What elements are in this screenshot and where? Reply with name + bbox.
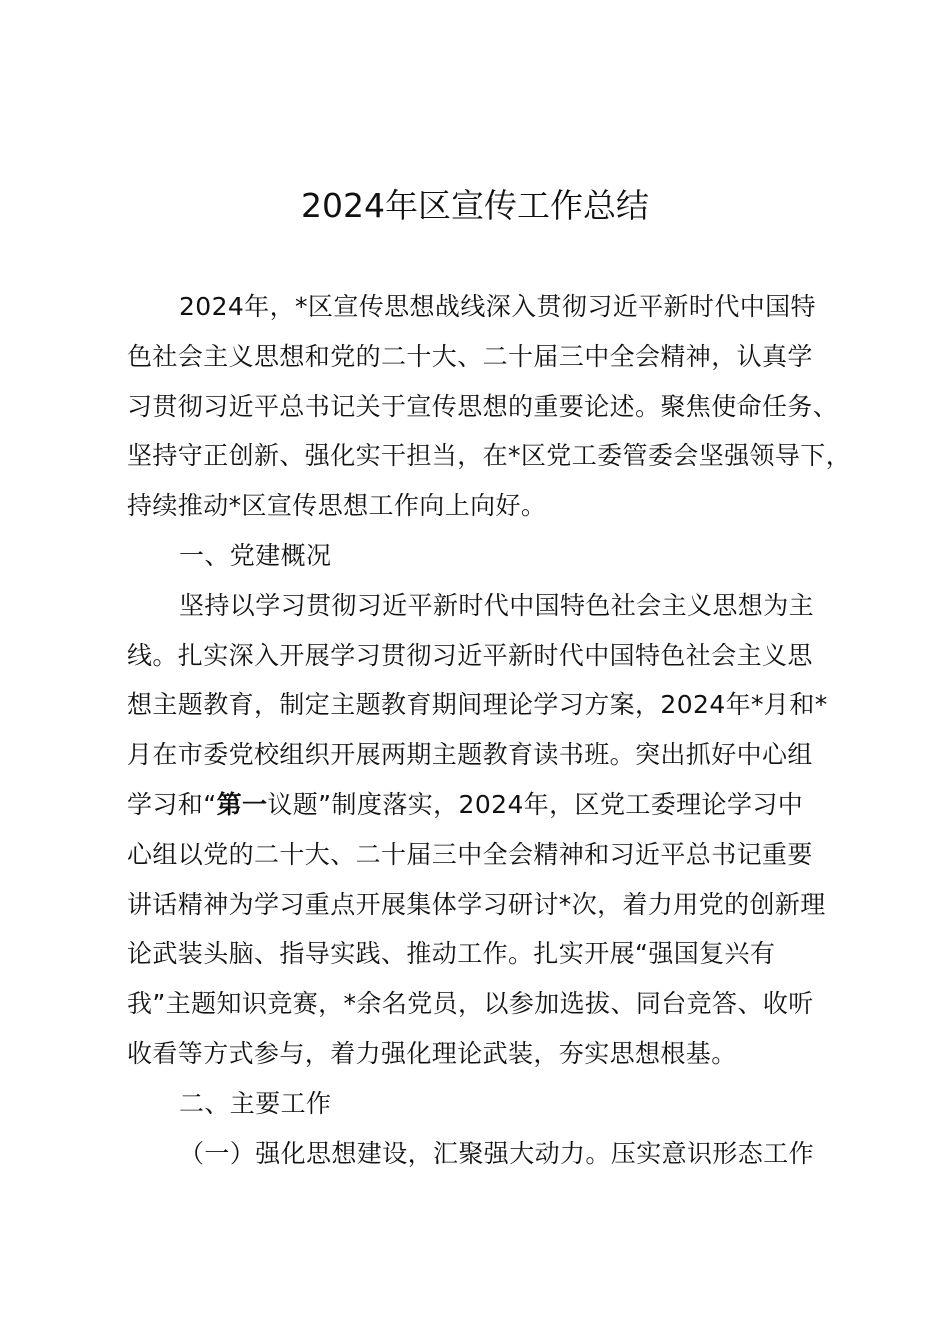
paragraph-line: 月在市委党校组织开展两期主题教育读书班。突出抓好中心组 [127,740,813,770]
section-heading: 一、党建概况 [179,540,332,570]
paragraph-line: 坚持以学习贯彻习近平新时代中国特色社会主义思想为主 [179,590,815,620]
paragraph-line: 心组以党的二十大、二十届三中全会精神和习近平总书记重要 [127,839,813,869]
paragraph-line: 论武装头脑、指导实践、推动工作。扎实开展“强国复兴有 [127,939,776,969]
paragraph-line: 色社会主义思想和党的二十大、二十届三中全会精神，认真学 [127,341,813,371]
section-heading: 二、主要工作 [179,1088,332,1118]
subsection-heading: （一）强化思想建设，汇聚强大动力。压实意识形态工作 [179,1138,815,1168]
text-segment: 学习和“ [127,789,217,819]
paragraph-line: 我”主题知识竞赛，*余名党员，以参加选拔、同台竞答、收听 [127,989,814,1019]
bold-text-segment: 第一 [216,789,268,819]
paragraph-line: 持续推动*区宣传思想工作向上向好。 [127,491,547,521]
document-body [127,282,852,1178]
paragraph-line-mixed [127,780,835,830]
paragraph-line: 2024年，*区宣传思想战线深入贯彻习近平新时代中国特 [179,292,816,321]
paragraph-line: 收看等方式参与，着力强化理论武装，夯实思想根基。 [127,1038,737,1068]
paragraph-line: 想主题教育，制定主题教育期间理论学习方案，2024年*月和* [127,690,828,720]
document-title: 2024年区宣传工作总结 [301,186,649,225]
text-segment: 议题”制度落实，2024年，区党工委理论学习中 [267,789,804,819]
paragraph-line: 讲话精神为学习重点开展集体学习研讨*次，着力用党的创新理 [127,889,826,919]
paragraph-line: 线。扎实深入开展学习贯彻习近平新时代中国特色社会主义思 [127,640,813,670]
paragraph-line: 习贯彻习近平总书记关于宣传思想的重要论述。聚焦使命任务、 [127,391,839,421]
paragraph-line: 坚持守正创新、强化实干担当，在*区党工委管委会坚强领导下， [127,441,852,471]
